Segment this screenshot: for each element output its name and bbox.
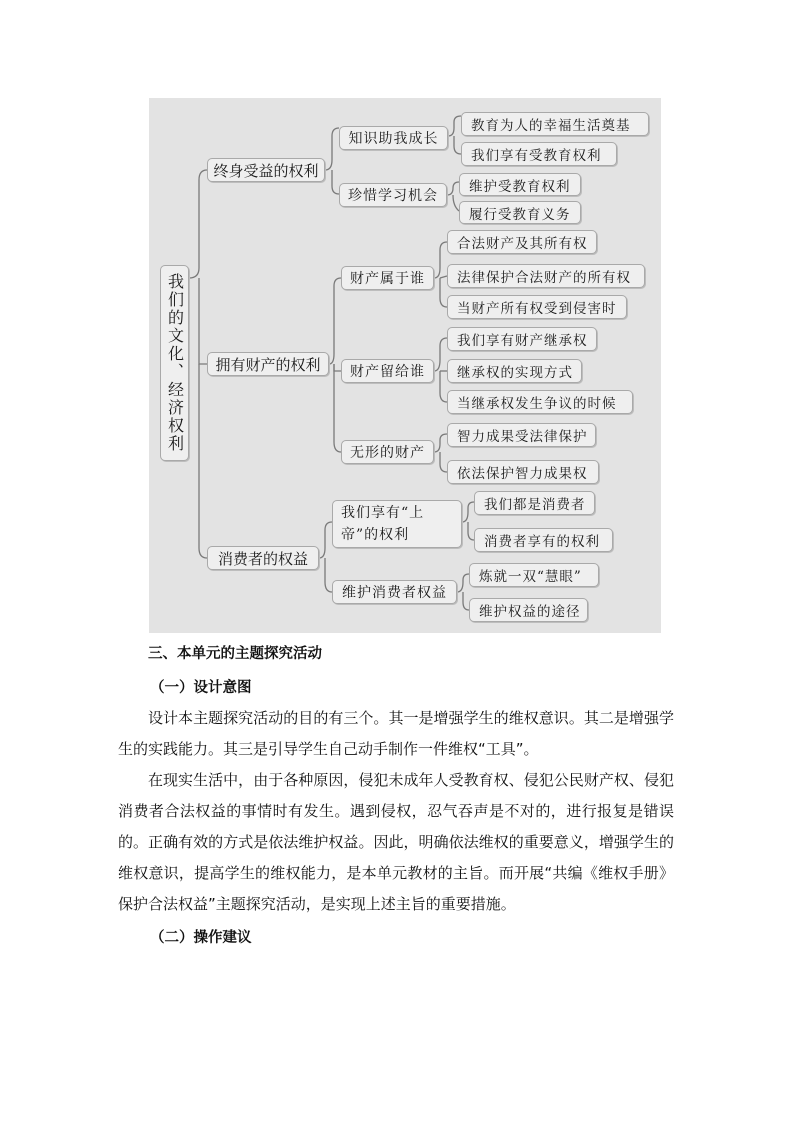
sub-intangible-property: 无形的财产: [341, 440, 434, 464]
leaf-item: 维护受教育权利: [459, 173, 581, 196]
leaf-item: 依法保护智力成果权: [447, 460, 599, 484]
root-node: 我们的文化、经济权利: [160, 265, 189, 461]
leaf-item: 当继承权发生争议的时候: [447, 390, 633, 414]
subheading-operation: （二）操作建议: [150, 930, 252, 946]
leaf-item: 智力成果受法律保护: [447, 423, 596, 447]
branch-property-right: 拥有财产的权利: [207, 352, 329, 376]
sub-cherish-learning: 珍惜学习机会: [339, 183, 447, 207]
leaf-item: 我们享有受教育权利: [461, 142, 617, 166]
paragraph-purpose: 设计本主题探究活动的目的有三个。其一是增强学生的维权意识。其二是增强学生的实践能力。其三是引导学生自己动手制作一件维权“工具”。: [118, 709, 674, 758]
branch-lifelong-right: 终身受益的权利: [207, 158, 325, 182]
leaf-item: 炼就一双“慧眼”: [469, 563, 599, 587]
leaf-item: 教育为人的幸福生活奠基: [461, 112, 649, 136]
leaf-item: 当财产所有权受到侵害时: [447, 295, 627, 319]
body-paragraphs: [118, 703, 674, 920]
leaf-item: 消费者享有的权利: [474, 528, 613, 552]
mind-map: [149, 98, 661, 633]
leaf-item: 我们享有财产继承权: [447, 327, 597, 351]
leaf-item: 维护权益的途径: [469, 598, 588, 622]
sub-protect-consumer: 维护消费者权益: [332, 580, 457, 604]
subheading-design-intent: （一）设计意图: [150, 680, 252, 696]
leaf-item: 我们都是消费者: [474, 491, 595, 515]
sub-property-inherit: 财产留给谁: [341, 359, 434, 383]
paragraph-context: 在现实生活中，由于各种原因，侵犯未成年人受教育权、侵犯公民财产权、侵犯消费者合法权益的事情时有发生。遇到侵权，忍气吞声是不对的，进行报复是错误的。正确有效的方式是依法维护权益。因此，明确依法维权的重要意义，增强学生的维权意识，提高学生的维权能力，是本单元教材的主旨。而开展“共编《维权手册》保护合法权益”主题探究活动，是实现上述主旨的重要措施。: [118, 771, 674, 913]
sub-property-whom: 财产属于谁: [341, 266, 434, 290]
section-heading: 三、本单元的主题探究活动: [148, 646, 322, 662]
leaf-item: 合法财产及其所有权: [447, 230, 597, 254]
sub-god-rights: 我们享有“上帝”的权利: [332, 500, 462, 548]
sub-knowledge-growth: 知识助我成长: [339, 126, 448, 150]
branch-consumer-right: 消费者的权益: [207, 546, 319, 570]
leaf-item: 法律保护合法财产的所有权: [447, 264, 645, 288]
leaf-item: 履行受教育义务: [459, 201, 581, 224]
leaf-item: 继承权的实现方式: [447, 359, 582, 383]
